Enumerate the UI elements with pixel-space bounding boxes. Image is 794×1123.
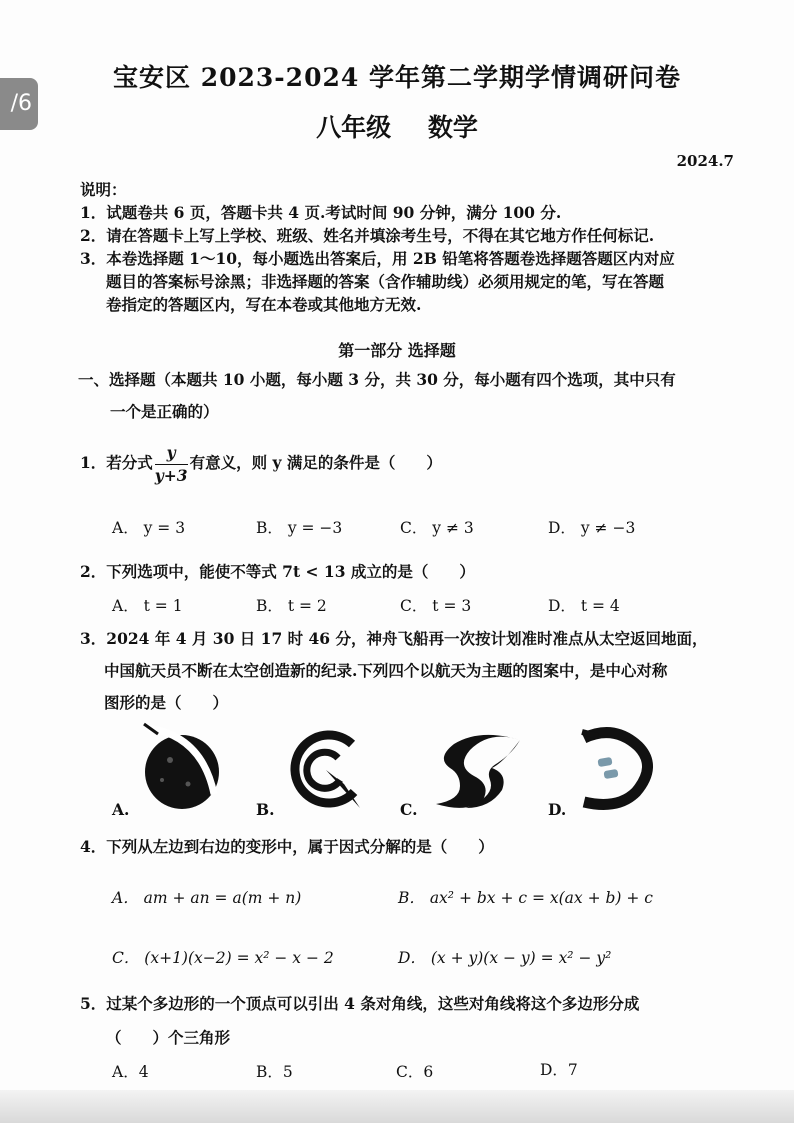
q1-fraction-denominator: y+3	[154, 465, 188, 485]
q1-option-d[interactable]: D． y ≠ −3	[548, 519, 636, 537]
q1-option-b[interactable]: B． y = −3	[256, 519, 343, 537]
notes-heading: 说明：	[80, 180, 127, 199]
q1-prefix: 1．若分式	[80, 453, 153, 472]
q5-stem-line1: 5．过某个多边形的一个顶点可以引出 4 条对角线，这些对角线将这个多边形分成	[80, 994, 640, 1013]
part1-heading: 第一部分 选择题	[338, 341, 456, 360]
note-item: 卷指定的答题区内，写在本卷或其他地方无效.	[106, 295, 422, 314]
q1-option-c[interactable]: C． y ≠ 3	[400, 519, 474, 537]
q3-option-c[interactable]: C.	[400, 800, 418, 819]
page-badge[interactable]: /6	[0, 78, 38, 130]
subject-label: 数学	[427, 113, 478, 142]
page-title: 宝安区 2023-2024 学年第二学期学情调研问卷	[113, 63, 681, 92]
q2-option-c[interactable]: C． t = 3	[400, 597, 472, 615]
q1-stem	[80, 440, 442, 487]
q3-option-d[interactable]: D.	[548, 800, 567, 819]
q4-option-a[interactable]: A． am + an = a(m + n)	[112, 889, 302, 907]
q3-stem-line2: 中国航天员不断在太空创造新的纪录.下列四个以航天为主题的图案中，是中心对称	[104, 661, 668, 680]
q1-fraction	[155, 442, 188, 487]
planet-emblem-icon[interactable]	[140, 722, 230, 814]
q4-stem: 4．下列从左边到右边的变形中，属于因式分解的是（ ）	[80, 837, 494, 856]
section1-line2: 一个是正确的）	[110, 402, 219, 421]
q2-stem: 2．下列选项中，能使不等式 7t < 13 成立的是（ ）	[80, 562, 475, 581]
q3-option-b[interactable]: B.	[256, 800, 275, 819]
section1-line1: 一、选择题（本题共 10 小题，每小题 3 分，共 30 分，每小题有四个选项，其中只有	[78, 370, 676, 389]
note-item: 3．本卷选择题 1～10，每小题选出答案后，用 2B 铅笔将答题卷选择题答题区内对应	[80, 249, 675, 268]
q1-fraction-numerator: y	[155, 442, 188, 465]
q1-suffix: 有意义，则 y 满足的条件是（ ）	[189, 453, 442, 472]
bottom-edge-shadow	[0, 1090, 794, 1123]
q3-stem-line3: 图形的是（ ）	[104, 693, 229, 712]
q5-option-c[interactable]: C．6	[396, 1063, 434, 1081]
q4-option-c[interactable]: C． (x+1)(x−2) = x² − x − 2	[112, 949, 334, 967]
q5-stem-line2: （ ）个三角形	[106, 1028, 231, 1047]
q2-option-a[interactable]: A． t = 1	[112, 597, 183, 615]
q4-option-b[interactable]: B． ax² + bx + c = x(ax + b) + c	[398, 889, 653, 907]
q5-option-a[interactable]: A．4	[112, 1063, 149, 1081]
note-item: 题目的答案标号涂黑；非选择题的答案（含作辅助线）必须用规定的笔，写在答题	[106, 272, 665, 291]
spiral-arrow-icon[interactable]	[282, 730, 372, 816]
q3-stem-line1: 3．2024 年 4 月 30 日 17 时 46 分，神舟飞船再一次按计划准时准点从太空返回地面，	[80, 629, 708, 648]
yin-swirl-icon[interactable]	[430, 728, 524, 812]
grade-label: 八年级	[316, 113, 392, 142]
q5-option-d[interactable]: D．7	[540, 1061, 578, 1079]
page-subtitle	[0, 108, 794, 144]
q3-option-a[interactable]: A.	[112, 800, 130, 819]
note-item: 1．试题卷共 6 页，答题卡共 4 页.考试时间 90 分钟，满分 100 分.	[80, 203, 562, 222]
q4-option-d[interactable]: D． (x + y)(x − y) = x² − y²	[398, 949, 612, 967]
capsule-swirl-icon[interactable]	[574, 726, 658, 812]
q1-option-a[interactable]: A． y = 3	[112, 519, 186, 537]
q5-option-b[interactable]: B．5	[256, 1063, 293, 1081]
exam-date: 2024.7	[676, 152, 734, 170]
q2-option-b[interactable]: B． t = 2	[256, 597, 327, 615]
note-item: 2．请在答题卡上写上学校、班级、姓名并填涂考生号，不得在其它地方作任何标记.	[80, 226, 655, 245]
q2-option-d[interactable]: D． t = 4	[548, 597, 620, 615]
